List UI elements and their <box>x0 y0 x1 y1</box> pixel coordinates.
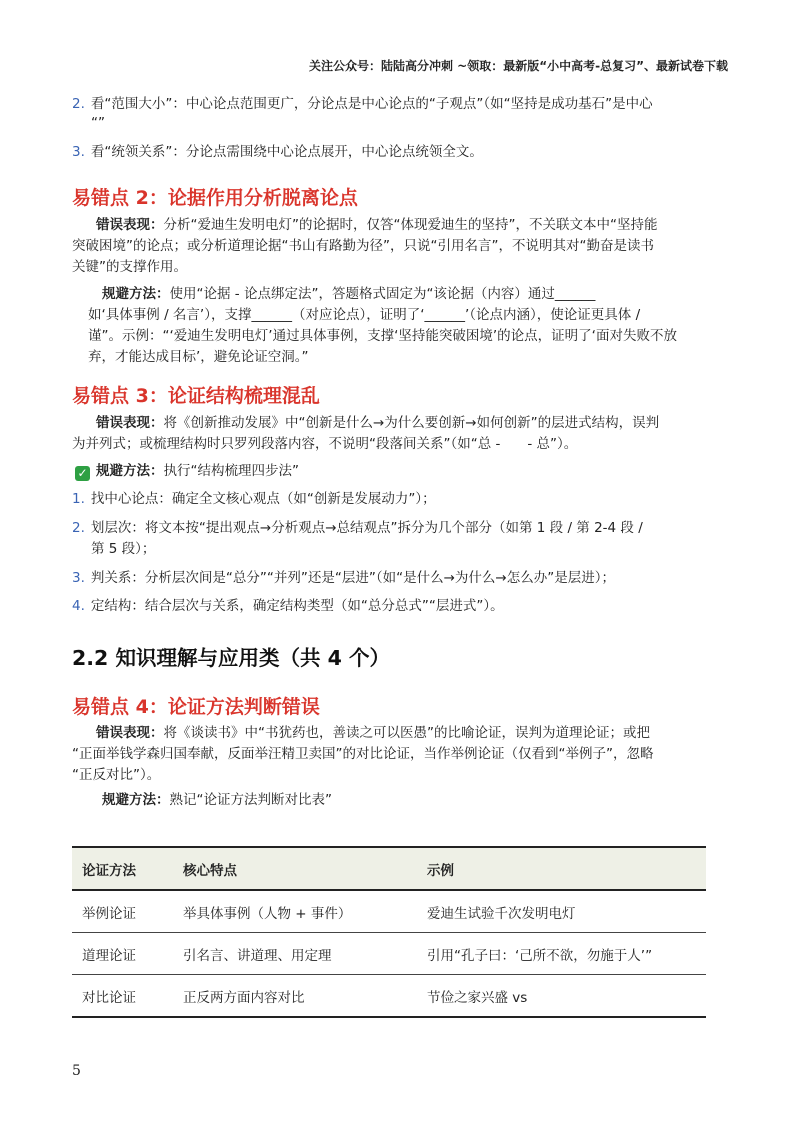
table-row <box>72 975 706 1018</box>
check-icon: ✓ <box>75 466 90 481</box>
table-cell: 举例论证 <box>72 890 173 933</box>
list-item <box>72 94 653 115</box>
page-number: 5 <box>72 1063 81 1079</box>
table-cell: 爱迪生试验千次发明电灯 <box>417 890 706 933</box>
list-item: 4. 定结构：结合层次与关系，确定结构类型（如“总分总式”“层进式”）。 <box>72 598 504 614</box>
list-item-continuation: 第 5 段）； <box>91 541 156 557</box>
table-cell: 节俭之家兴盛 vs <box>417 975 706 1018</box>
list-item <box>72 142 483 163</box>
table-header: 示例 <box>417 847 706 890</box>
error-point-4-mistake: 错误表现：将《谈读书》中“书犹药也，善读之可以医愚”的比喻论证，误判为道理论证；或把 “正面举钱学森归国奉献，反面举汪精卫卖国”的对比论证，当作举例论证（仅看到“举例子”，忽略 “正反对比”）。 <box>72 725 654 783</box>
list-item: 3. 判关系：分析层次间是“总分”“并列”还是“层进”（如“是什么→为什么→怎么办”是层进）； <box>72 570 615 586</box>
table-header: 论证方法 <box>72 847 173 890</box>
mistake-label: 错误表现： <box>96 217 164 233</box>
list-item: 1. 找中心论点：确定全文核心观点（如“创新是发展动力”）； <box>72 491 436 507</box>
list-number: 2. <box>72 96 85 112</box>
list-text: 看“范围大小”：中心论点范围更广，分论点是中心论点的“子观点”（如“坚持是成功基石”是中心 <box>90 96 653 112</box>
table-cell: 正反两方面内容对比 <box>173 975 417 1018</box>
error-point-3-mistake: 错误表现：将《创新推动发展》中“创新是什么→为什么要创新→如何创新”的层进式结构，误判 为并列式；或梳理结构时只罗列段落内容，不说明“段落间关系”（如“总 - - 总”）。 <box>72 415 660 452</box>
mistake-label: 错误表现： <box>96 415 164 431</box>
table-cell: 引名言、讲道理、用定理 <box>173 933 417 975</box>
error-point-3-avoid: ✓ 规避方法：执行“结构梳理四步法” <box>75 461 299 482</box>
argument-methods-table <box>72 846 706 1018</box>
list-number: 3. <box>72 144 85 160</box>
list-item: 2. 划层次：将文本按“提出观点→分析观点→总结观点”拆分为几个部分（如第 1 段 / 第 2-4 段 / <box>72 520 643 536</box>
error-point-2-mistake: 错误表现：分析“爱迪生发明电灯”的论据时，仅答“体现爱迪生的坚持”，不关联文本中“坚持能 突破困境”的论点；或分析道理论据“书山有路勤为径”，只说“引用名言”，不说明其对“勤奋是读书 关键”的支撑作用。 <box>72 217 658 275</box>
error-point-3-title: 易错点 3：论证结构梳理混乱 <box>72 385 320 407</box>
error-point-4-avoid: 规避方法：熟记“论证方法判断对比表” <box>102 792 332 808</box>
page-header: 关注公众号：陆陆高分冲刺 ~领取：最新版“小中高考-总复习”、最新试卷下载 <box>309 59 728 73</box>
table-cell: 对比论证 <box>72 975 173 1018</box>
table-header-row <box>72 847 706 890</box>
avoid-label: 规避方法： <box>96 463 164 479</box>
avoid-label: 规避方法： <box>102 792 170 808</box>
table-cell: 引用“孔子曰：‘己所不欲，勿施于人’” <box>417 933 706 975</box>
table-row <box>72 933 706 975</box>
error-point-2-title: 易错点 2：论据作用分析脱离论点 <box>72 187 358 209</box>
list-item-continuation: “” <box>91 115 105 131</box>
avoid-label: 规避方法： <box>102 286 170 302</box>
table-row <box>72 890 706 933</box>
mistake-label: 错误表现： <box>96 725 164 741</box>
error-point-2-avoid: 规避方法：使用“论据 - 论点绑定法”，答题格式固定为“该论据（内容）通过______ 如‘具体事例 / 名言’），支撑______（对应论点），证明了‘______’（论点内涵），使论证更具体 / 谨”。示例：“‘爱迪生发明电灯’通过具体事例，支撑‘坚持能突破困境’的论点，证明了‘面对失败不放 弃，才能达成目标’，避免论证空洞。” <box>88 286 677 365</box>
error-point-4-title: 易错点 4：论证方法判断错误 <box>72 696 320 718</box>
section-title: 2.2 知识理解与应用类（共 4 个） <box>72 646 390 670</box>
table-cell: 道理论证 <box>72 933 173 975</box>
table-cell: 举具体事例（人物 + 事件） <box>173 890 417 933</box>
table-header: 核心特点 <box>173 847 417 890</box>
list-text: 看“统领关系”：分论点需围绕中心论点展开，中心论点统领全文。 <box>90 144 483 160</box>
